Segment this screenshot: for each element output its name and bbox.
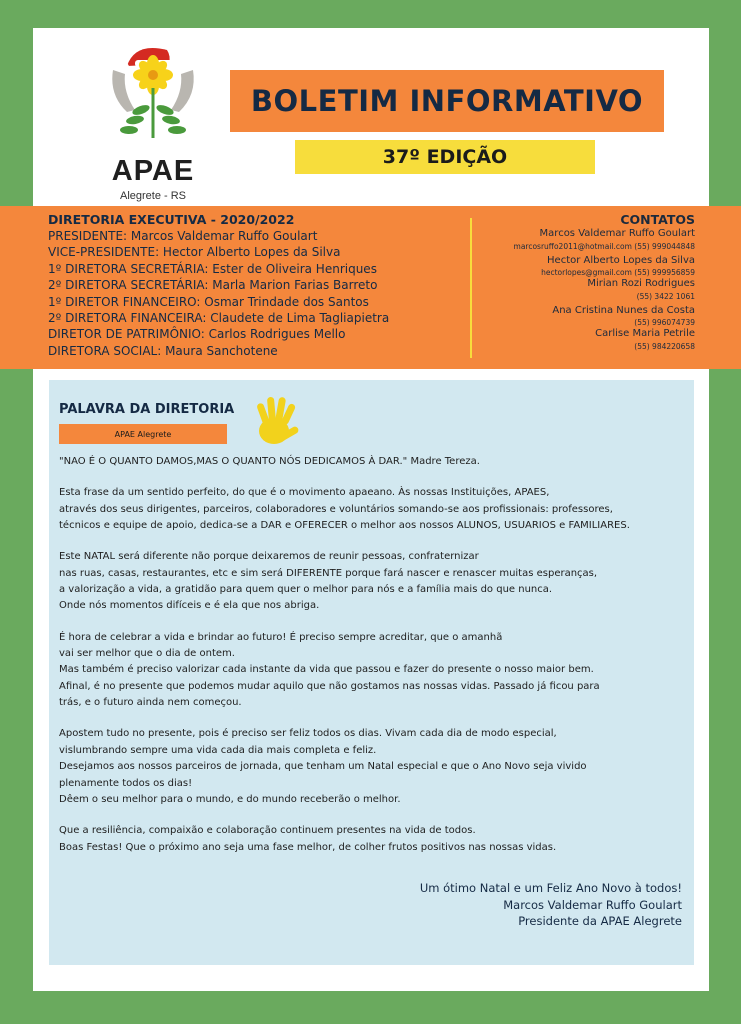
message-body: [59, 454, 689, 871]
message-line: Este NATAL será diferente não porque deixaremos de reunir pessoas, confraternizar: [59, 551, 479, 563]
edition-label: 37º EDIÇÃO: [382, 146, 508, 168]
board-member: 1º DIRETORA SECRETÁRIA: Ester de Oliveira Henriques: [48, 261, 377, 276]
logo-text: APAE: [111, 155, 195, 187]
message-line: vislumbrando sempre uma vida cada dia mais completa e feliz.: [59, 744, 377, 756]
contact-name: Mirian Rozi Rodrigues: [587, 278, 695, 289]
edition-banner: [295, 140, 595, 174]
message-paragraph: [59, 485, 689, 534]
board-contacts-band: [0, 206, 741, 369]
contact-name: Marcos Valdemar Ruffo Goulart: [539, 228, 695, 239]
message-line: Apostem tudo no presente, pois é preciso ser feliz todos os dias. Vivam cada dia de modo especial,: [59, 728, 557, 740]
message-line: Esta frase da um sentido perfeito, do que é o movimento apaeano. Às nossas Instituições, APAES,: [59, 487, 550, 499]
signoff-role: Presidente da APAE Alegrete: [518, 914, 682, 928]
contact-detail: (55) 996074739: [634, 318, 695, 327]
message-line: a valorização a vida, a gratidão para quem quer o melhor para nós e a família mais do que nunca.: [59, 584, 553, 596]
newsletter-page: [33, 28, 709, 991]
message-paragraph: [59, 454, 689, 470]
message-line: técnicos e equipe de apoio, dedica-se a DAR e OFERECER o melhor aos nossos ALUNOS, USUARIOS e FAMILIARES.: [59, 520, 630, 532]
message-line: É hora de celebrar a vida e brindar ao futuro! É preciso sempre acreditar, que o amanhã: [59, 631, 503, 643]
message-tag: APAE Alegrete: [59, 424, 227, 444]
message-line: Onde nós momentos difíceis e é ela que nos abriga.: [59, 600, 320, 612]
message-paragraph: [59, 823, 689, 856]
message-title: PALAVRA DA DIRETORIA: [59, 402, 235, 417]
title-banner: [230, 70, 664, 132]
message-line: vai ser melhor que o dia de ontem.: [59, 648, 235, 660]
message-paragraph: [59, 726, 689, 808]
board-section: [48, 212, 468, 359]
board-member: 1º DIRETOR FINANCEIRO: Osmar Trindade dos Santos: [48, 294, 369, 309]
band-divider: [470, 218, 472, 358]
contact-detail: (55) 984220658: [634, 341, 695, 351]
apae-flower-hands-icon: [105, 40, 201, 152]
board-member: VICE-PRESIDENTE: Hector Alberto Lopes da Silva: [48, 245, 341, 260]
message-paragraph: [59, 549, 689, 615]
message-line: Dêem o seu melhor para o mundo, e do mundo receberão o melhor.: [59, 794, 401, 806]
contact-name: Ana Cristina Nunes da Costa: [552, 304, 695, 316]
message-line: trás, e o futuro ainda nem começou.: [59, 697, 242, 709]
contact-detail: (55) 3422 1061: [636, 291, 695, 301]
newsletter-title: BOLETIM INFORMATIVO: [250, 84, 644, 118]
message-line: Afinal, é no presente que podemos mudar aquilo que não gostamos nas nossas vidas. Passado já ficou para: [59, 680, 600, 692]
apae-logo: [93, 40, 213, 210]
contacts-section: [480, 212, 695, 352]
contact-name: Hector Alberto Lopes da Silva: [547, 254, 695, 266]
contact-detail: marcosruffo2011@hotmail.com (55) 999044848: [513, 241, 695, 251]
message-paragraph: [59, 630, 689, 712]
signoff-greeting: Um ótimo Natal e um Feliz Ano Novo à todos!: [419, 881, 682, 895]
message-line: plenamente todos os dias!: [59, 777, 193, 789]
message-line: Mas também é preciso valorizar cada instante da vida que passou e fazer do presente o nosso maior bem.: [59, 664, 594, 676]
message-line: Que a resiliência, compaixão e colaboração continuem presentes na vida de todos.: [59, 825, 476, 837]
logo-subtitle: Alegrete - RS: [119, 190, 187, 202]
contacts-title: CONTATOS: [620, 212, 695, 227]
signoff-name: Marcos Valdemar Ruffo Goulart: [503, 897, 682, 912]
signoff: [420, 880, 682, 930]
board-member: 2º DIRETORA SECRETÁRIA: Marla Marion Farias Barreto: [48, 278, 378, 293]
board-member: PRESIDENTE: Marcos Valdemar Ruffo Goulart: [48, 229, 318, 243]
message-line: Boas Festas! Que o próximo ano seja uma fase melhor, de colher frutos positivos nas nossas vidas.: [59, 841, 557, 853]
board-member: 2º DIRETORA FINANCEIRA: Claudete de Lima Tagliapietra: [48, 311, 390, 326]
contact-name: Carlise Maria Petrile: [595, 328, 695, 339]
message-box: [49, 380, 694, 965]
message-line: Desejamos aos nossos parceiros de jornada, que tenham um Natal especial e que o Ano Novo seja vivido: [59, 761, 587, 773]
board-member: DIRETORA SOCIAL: Maura Sanchotene: [48, 343, 278, 358]
yellow-hand-icon: [246, 393, 308, 451]
board-member: DIRETOR DE PATRIMÔNIO: Carlos Rodrigues Mello: [48, 327, 346, 342]
message-line: nas ruas, casas, restaurantes, etc e sim será DIFERENTE porque fará nascer e renascer muitas esperanças,: [59, 567, 598, 579]
message-line: através dos seus dirigentes, parceiros, colaboradores e voluntários somando-se aos profissionais: professores,: [59, 503, 613, 515]
board-title: DIRETORIA EXECUTIVA - 2020/2022: [48, 212, 295, 227]
contact-detail: hectorlopes@gmail.com (55) 999956859: [541, 268, 695, 277]
message-line: "NAO É O QUANTO DAMOS,MAS O QUANTO NÓS DEDICAMOS À DAR." Madre Tereza.: [59, 456, 480, 467]
